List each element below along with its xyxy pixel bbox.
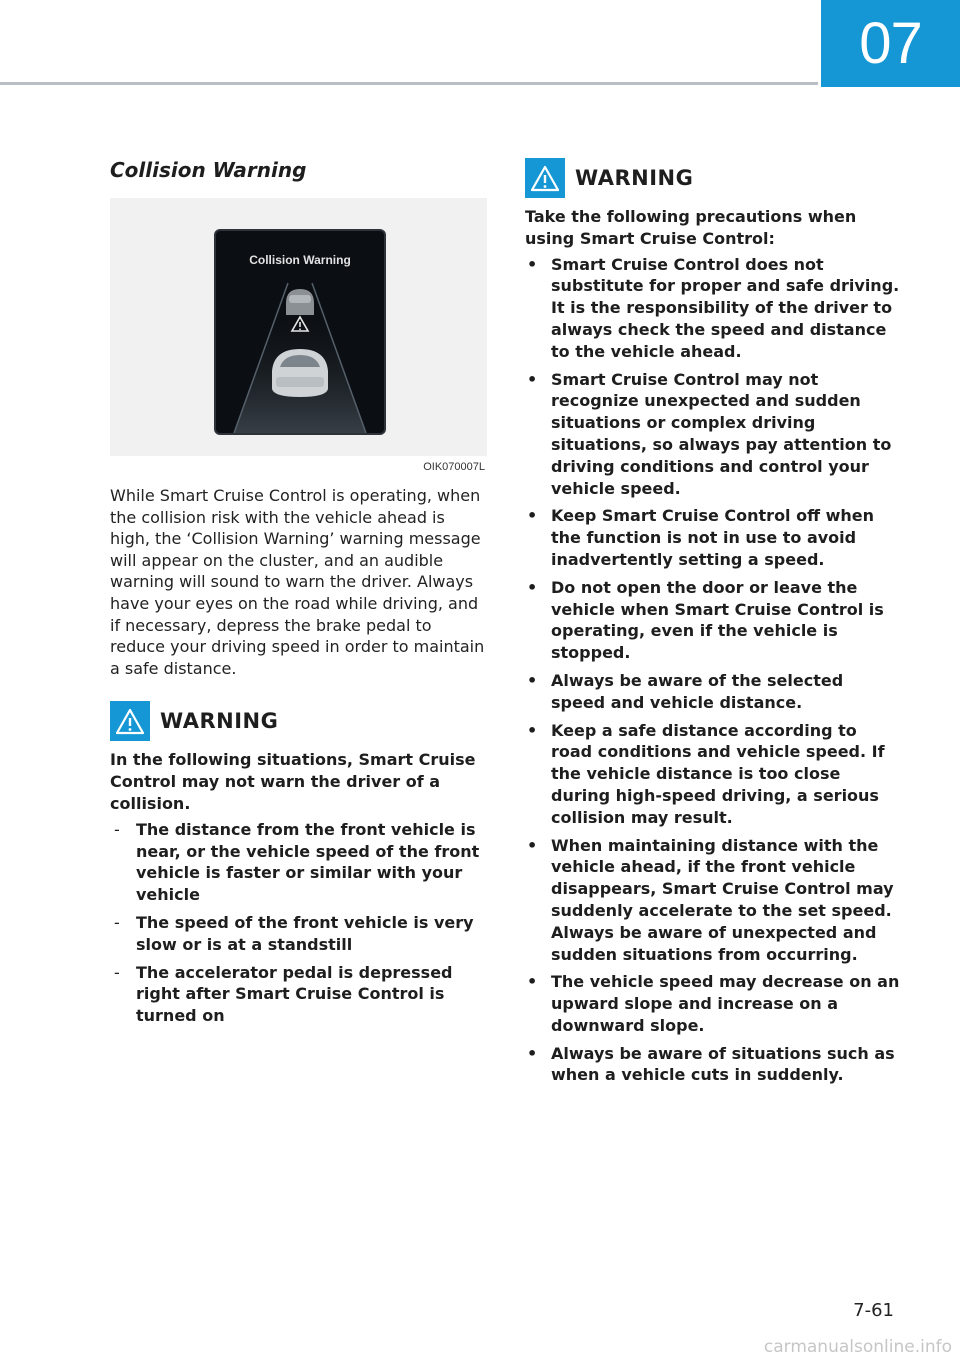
warning-list [110,819,487,1027]
cluster-display [214,229,386,435]
warning-intro: Take the following precautions when using Smart Cruise Control: [525,207,857,248]
body-paragraph: While Smart Cruise Control is operating, when the collision risk with the vehicle ahead is high, the ‘Collision Warning’ warning message will appear on the cluster, and an audible warning will sound to warn the driver. Always have your eyes on the road while driving, and if necessary, depress the brake pedal to reduce your driving speed in order to maintain a safe distance. [110,486,485,678]
left-warning-header [110,701,487,741]
list-item: • The vehicle speed may decrease on an upward slope and increase on a downward slope. [525,971,901,1036]
warning-title: WARNING [575,166,694,190]
list-item: - The accelerator pedal is depressed right after Smart Cruise Control is turned on [110,962,487,1027]
list-item: • Smart Cruise Control may not recognize unexpected and sudden situations or complex driving situations, so always pay attention to driving conditions and control your vehicle speed. [525,369,901,500]
warning-icon [525,158,565,198]
left-warning-box [110,701,487,1027]
screen-title: Collision Warning [249,253,351,267]
header-rule [0,82,818,85]
chapter-number: 07 [859,11,922,76]
chapter-tab [821,0,960,87]
collision-warning-figure [110,198,487,473]
right-warning-header [525,158,901,198]
left-column [110,158,487,1033]
right-warning-box [525,158,901,1086]
list-item: • Do not open the door or leave the vehicle when Smart Cruise Control is operating, even if the vehicle is stopped. [525,577,901,664]
list-item: • Keep Smart Cruise Control off when the function is not in use to avoid inadvertently setting a speed. [525,505,901,570]
section-title: Collision Warning [110,158,307,182]
right-column [525,158,901,1092]
list-item: • Keep a safe distance according to road conditions and vehicle speed. If the vehicle distance is too close during high-speed driving, a serious collision may result. [525,720,901,829]
own-vehicle-icon [272,349,328,397]
list-item: - The speed of the front vehicle is very slow or is at a standstill [110,912,487,956]
page-number: 7-61 [853,1300,894,1321]
figure-code: OIK070007L [423,461,485,473]
front-vehicle-icon [286,289,314,315]
watermark: carmanualsonline.info [763,1337,952,1357]
list-item: • When maintaining distance with the vehicle ahead, if the front vehicle disappears, Smart Cruise Control may suddenly accelerate to the set speed. Always be aware of unexpected and sudden situations from occurring. [525,835,901,966]
list-item: • Always be aware of the selected speed and vehicle distance. [525,670,901,714]
warning-title: WARNING [160,709,279,734]
warning-icon [110,701,150,741]
list-item: • Smart Cruise Control does not substitute for proper and safe driving. It is the responsibility of the driver to always check the speed and distance to the vehicle ahead. [525,254,901,363]
precaution-list [525,254,901,1087]
warning-intro: In the following situations, Smart Cruise Control may not warn the driver of a collision. [110,750,476,813]
list-item: • Always be aware of situations such as when a vehicle cuts in suddenly. [525,1043,901,1087]
list-item: - The distance from the front vehicle is near, or the vehicle speed of the front vehicle is faster or similar with your vehicle [110,819,487,906]
